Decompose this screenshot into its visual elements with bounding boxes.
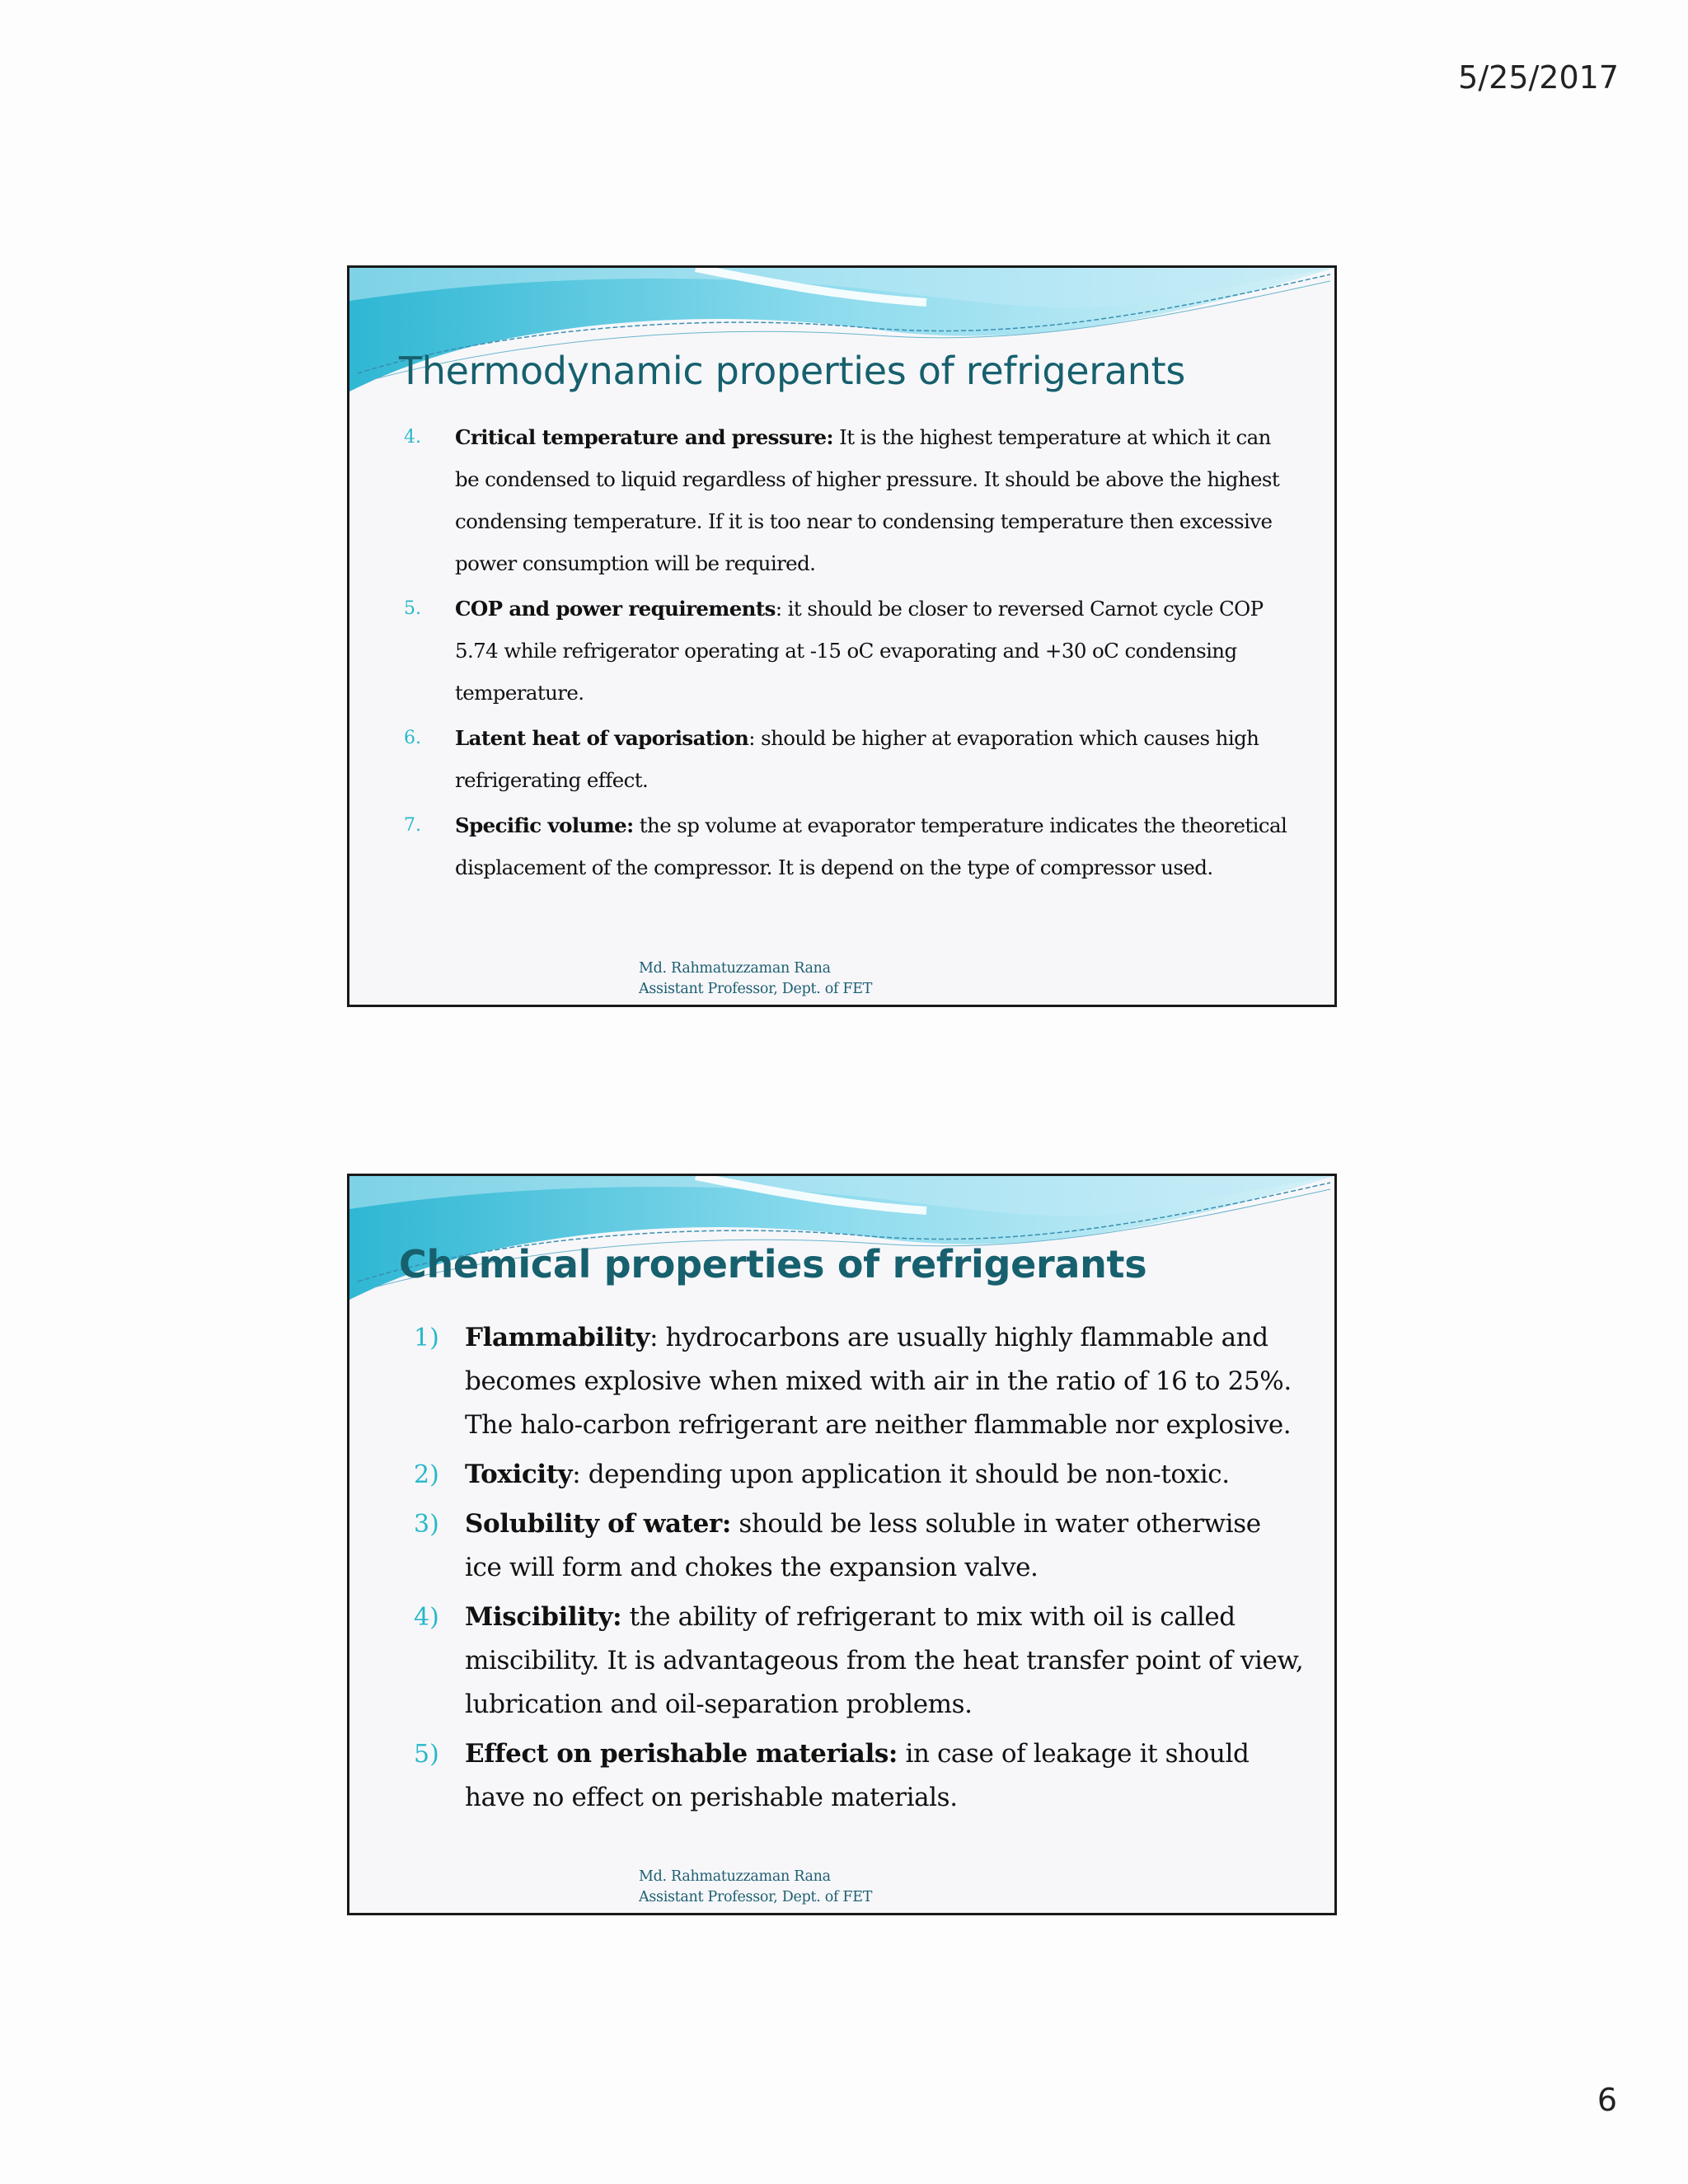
list-marker: 4) <box>414 1603 439 1632</box>
property-list <box>414 1316 1304 1825</box>
list-item-text <box>455 416 1294 584</box>
item-description: It is the highest temperature at which it can be condensed to liquid regardless of higher pressure. It should be above the highest condensing temperature. If it is too near to condensing temperature then excessive power consumption will be required. <box>455 425 1280 575</box>
author-name: Md. Rahmatuzzaman Rana <box>639 960 831 977</box>
list-item-text <box>465 1596 1304 1727</box>
item-description: : depending upon application it should be non-toxic. <box>572 1460 1230 1489</box>
list-marker: 5. <box>404 598 421 619</box>
item-label: Latent heat of vaporisation <box>455 726 749 750</box>
list-item <box>404 717 1294 801</box>
property-list <box>404 416 1294 892</box>
slide-title: Chemical properties of refrigerants <box>399 1242 1147 1286</box>
list-marker: 4. <box>404 427 421 448</box>
slide-thermodynamic-properties <box>347 265 1337 1007</box>
list-item-text <box>465 1453 1304 1497</box>
slide-footer <box>639 958 872 1000</box>
list-item-text <box>455 588 1294 714</box>
item-label: Effect on perishable materials: <box>465 1739 898 1769</box>
item-label: COP and power requirements <box>455 597 776 621</box>
list-item <box>414 1732 1304 1820</box>
slide-chemical-properties <box>347 1174 1337 1915</box>
list-marker: 6. <box>404 728 421 748</box>
list-item-text <box>465 1502 1304 1590</box>
item-description: the sp volume at evaporator temperature indicates the theoretical displacement of the compressor. It is depend on the type of compressor used. <box>455 813 1287 879</box>
list-item <box>414 1596 1304 1727</box>
item-label: Solubility of water: <box>465 1509 731 1539</box>
page-number: 6 <box>1597 2082 1617 2118</box>
page-date: 5/25/2017 <box>1458 59 1619 96</box>
slide-footer <box>639 1867 872 1908</box>
author-name: Md. Rahmatuzzaman Rana <box>639 1868 831 1885</box>
item-description: in case of leakage it should have no effect on perishable materials. <box>465 1739 1250 1812</box>
item-description: : it should be closer to reversed Carnot cycle COP 5.74 while refrigerator operating at -15 oC evaporating and +30 oC condensing temperature. <box>455 597 1264 705</box>
list-item <box>404 804 1294 888</box>
author-position: Assistant Professor, Dept. of FET <box>639 981 873 997</box>
slide-title: Thermodynamic properties of refrigerants <box>399 349 1186 393</box>
list-item <box>404 416 1294 584</box>
item-label: Critical temperature and pressure: <box>455 425 833 449</box>
list-item-text <box>455 717 1294 801</box>
item-description: : hydrocarbons are usually highly flammable and becomes explosive when mixed with air in the ratio of 16 to 25%. The halo-carbon refrigerant are neither flammable nor explosive. <box>465 1323 1292 1440</box>
list-marker: 7. <box>404 815 421 836</box>
item-label: Toxicity <box>465 1460 573 1489</box>
list-marker: 5) <box>414 1740 439 1769</box>
list-marker: 3) <box>414 1510 439 1539</box>
item-label: Specific volume: <box>455 813 634 837</box>
list-marker: 2) <box>414 1460 439 1489</box>
list-item <box>414 1453 1304 1497</box>
author-position: Assistant Professor, Dept. of FET <box>639 1889 873 1905</box>
list-marker: 1) <box>414 1324 439 1352</box>
item-description: : should be higher at evaporation which causes high refrigerating effect. <box>455 726 1259 792</box>
item-description: should be less soluble in water otherwise ice will form and chokes the expansion valve. <box>465 1509 1261 1582</box>
list-item-text <box>465 1316 1304 1447</box>
item-description: the ability of refrigerant to mix with oil is called miscibility. It is advantageous from the heat transfer point of view, lubrication and oil-separation problems. <box>465 1602 1304 1719</box>
list-item <box>404 588 1294 714</box>
item-label: Miscibility: <box>465 1602 622 1632</box>
list-item-text <box>455 804 1294 888</box>
list-item <box>414 1502 1304 1590</box>
list-item <box>414 1316 1304 1447</box>
item-label: Flammability <box>465 1323 650 1352</box>
list-item-text <box>465 1732 1304 1820</box>
